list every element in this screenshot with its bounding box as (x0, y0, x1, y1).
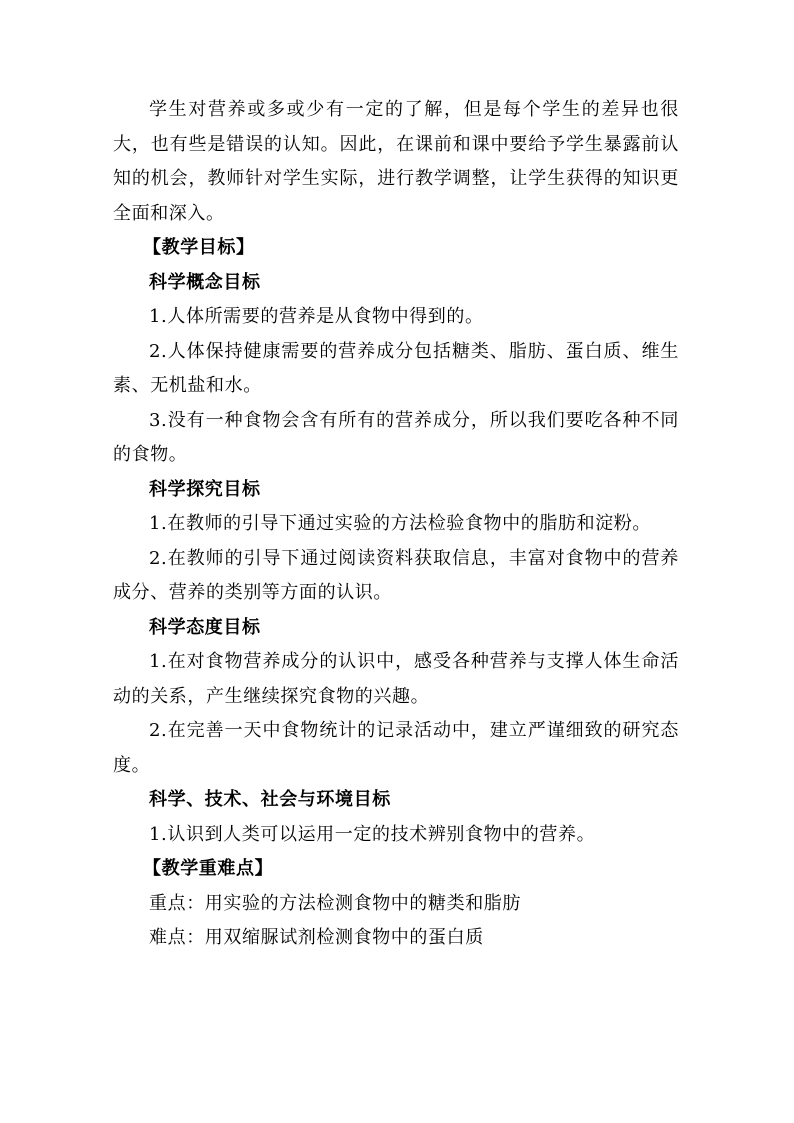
difficult-point: 难点：用双缩脲试剂检测食物中的蛋白质 (149, 927, 484, 948)
attitude-item: 1.在对食物营养成分的认识中，感受各种营养与支撑人体生命活动的关系，产生继续探究食物的兴趣。 (113, 651, 679, 707)
concept-item: 3.没有一种食物会含有所有的营养成分，所以我们要吃各种不同的食物。 (113, 409, 679, 465)
inquiry-heading: 科学探究目标 (149, 478, 261, 500)
attitude-item: 2.在完善一天中食物统计的记录活动中，建立严谨细致的研究态度。 (113, 720, 679, 776)
intro-paragraph: 学生对营养或多或少有一定的了解，但是每个学生的差异也很大，也有些是错误的认知。因此，在课前和课中要给予学生暴露前认知的机会，教师针对学生实际，进行教学调整，让学生获得的知识更全面和深入。 (113, 99, 679, 224)
objectives-heading: 【教学目标】 (143, 237, 255, 258)
concept-heading: 科学概念目标 (149, 271, 261, 293)
concept-item: 1.人体所需要的营养是从食物中得到的。 (149, 306, 484, 327)
concept-item: 2.人体保持健康需要的营养成分包括糖类、脂肪、蛋白质、维生素、无机盐和水。 (113, 340, 679, 396)
document-body (113, 93, 679, 956)
attitude-heading: 科学态度目标 (149, 616, 261, 638)
inquiry-item: 1.在教师的引导下通过实验的方法检验食物中的脂肪和淀粉。 (149, 513, 651, 534)
key-points-heading: 【教学重难点】 (143, 858, 274, 879)
inquiry-item: 2.在教师的引导下通过阅读资料获取信息，丰富对食物中的营养成分、营养的类别等方面的认识。 (113, 547, 679, 603)
stse-heading: 科学、技术、社会与环境目标 (149, 789, 391, 810)
stse-item: 1.认识到人类可以运用一定的技术辨别食物中的营养。 (149, 823, 596, 845)
key-point: 重点：用实验的方法检测食物中的糖类和脂肪 (149, 892, 521, 914)
